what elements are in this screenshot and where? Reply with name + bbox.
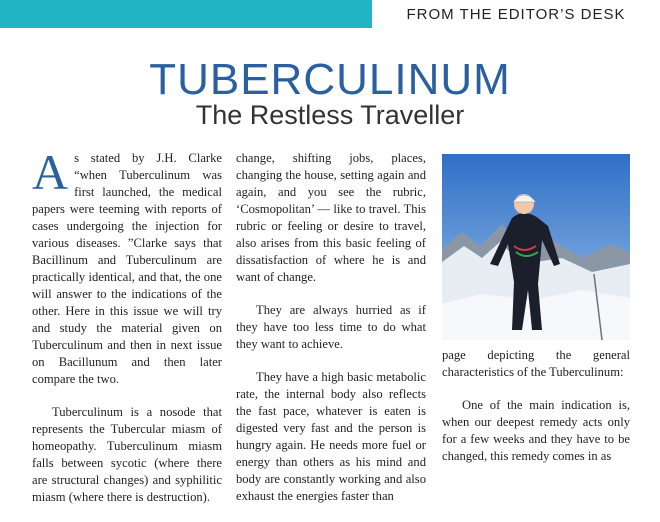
paragraph: They have a high basic metabolic rate, the internal body also reflects the fast pace, whatever is eaten is digested very fast and the person is hungry again. He needs more fuel or energy than others as his mind and body are constantly working and also exhaust the energies faster than xyxy=(236,370,426,503)
paragraph: They are always hurried as if they have too less time to do what they want to achieve. xyxy=(236,303,426,351)
text-column-3 xyxy=(442,347,630,481)
article-title: TUBERCULINUM xyxy=(149,55,511,104)
drop-cap: A xyxy=(32,144,69,200)
paragraph: change, shifting jobs, places, changing the house, setting again and again, and you see the rubric, ‘Cosmopolitan’ — like to travel. This rubric or feeling or desire to travel, also arises from this basic feeling of dissatisfaction of where he is and want of change. xyxy=(236,151,426,284)
paragraph xyxy=(32,144,222,388)
mountaineer-photo xyxy=(442,154,630,340)
article-subtitle: The Restless Traveller xyxy=(195,100,465,130)
paragraph: page depicting the general characteristics of the Tuberculinum: xyxy=(442,348,630,379)
text-column-1 xyxy=(32,144,222,522)
paragraph-text: s stated by J.H. Clarke “when Tuberculinum was first launched, the medical papers were teeming with reports of cases undergoing the injection for various diseases. ”Clarke says that Bacillinum and Tuberculinum are practically identical, and that, the one will answer to the indications of the other. Here in this issue we will try and study the material given on Tuberculinum and then in next issue on Bacillunum and then later compare the two. xyxy=(32,151,222,386)
paragraph: One of the main indication is, when our deepest remedy acts only for a few weeks and they have to be changed, this remedy comes in as xyxy=(442,398,630,463)
section-tag: FROM THE EDITOR’S DESK xyxy=(372,0,660,28)
text-column-2 xyxy=(236,150,426,521)
paragraph: Tuberculinum is a nosode that represents the Tubercular miasm of homeopathy. Tuberculinum miasm falls between sycotic (where there are structural changes) and syphilitic miasm (where there is destruction). xyxy=(32,405,222,504)
